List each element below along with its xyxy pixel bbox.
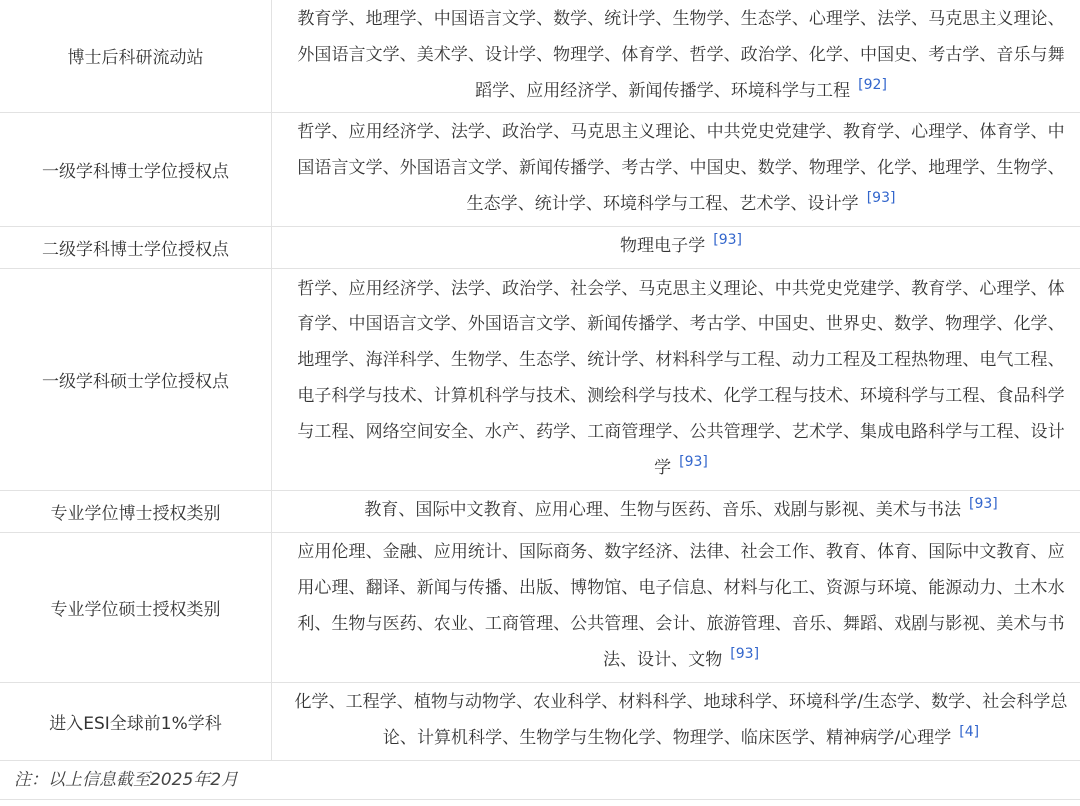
row-value [272, 682, 1080, 760]
table-row [0, 532, 1080, 682]
row-label: 一级学科硕士学位授权点 [0, 268, 272, 490]
row-value [272, 490, 1080, 532]
row-value [272, 226, 1080, 268]
table-row [0, 682, 1080, 760]
table-row [0, 112, 1080, 226]
row-value [272, 532, 1080, 682]
row-value-text: 哲学、应用经济学、法学、政治学、社会学、马克思主义理论、中共党史党建学、教育学、心理学、体育学、中国语言文学、外国语言文学、新闻传播学、考古学、中国史、世界史、数学、物理学、化学、地理学、海洋科学、生物学、生态学、统计学、材料科学与工程、动力工程及工程热物理、电气工程、电子科学与技术、计算机科学与技术、测绘科学与技术、化学工程与技术、环境科学与工程、食品科学与工程、网络空间安全、水产、药学、工商管理学、公共管理学、艺术学、集成电路科学与工程、设计学 [297, 278, 1065, 478]
table-row [0, 490, 1080, 532]
citation-link[interactable]: [93] [969, 496, 998, 513]
row-value-text: 化学、工程学、植物与动物学、农业科学、材料科学、地球科学、环境科学/生态学、数学、社会科学总论、计算机科学、生物学与生物化学、物理学、临床医学、精神病学/心理学 [294, 692, 1068, 748]
row-value-text: 教育学、地理学、中国语言文学、数学、统计学、生物学、生态学、心理学、法学、马克思主义理论、外国语言文学、美术学、设计学、物理学、体育学、哲学、政治学、化学、中国史、考古学、音乐与舞蹈学、应用经济学、新闻传播学、环境科学与工程 [297, 9, 1065, 101]
citation-link[interactable]: [93] [679, 453, 708, 470]
citation-link[interactable]: [93] [730, 646, 760, 663]
row-value [272, 112, 1080, 226]
row-value [272, 268, 1080, 490]
table-row [0, 268, 1080, 490]
row-label: 一级学科博士学位授权点 [0, 112, 272, 226]
table-row [0, 0, 1080, 112]
citation-link[interactable]: [93] [866, 190, 896, 207]
citation-link[interactable]: [93] [713, 232, 742, 249]
citation-link[interactable]: [92] [858, 76, 887, 93]
row-value-text: 物理电子学 [620, 236, 706, 257]
row-label: 进入ESI全球前1%学科 [0, 682, 272, 760]
row-value [272, 0, 1080, 112]
row-label: 博士后科研流动站 [0, 0, 272, 112]
row-value-text: 应用伦理、金融、应用统计、国际商务、数字经济、法律、社会工作、教育、体育、国际中文教育、应用心理、翻译、新闻与传播、出版、博物馆、电子信息、材料与化工、资源与环境、能源动力、土木水利、生物与医药、农业、工商管理、公共管理、会计、旅游管理、音乐、舞蹈、戏剧与影视、美术与书法、设计、文物 [297, 542, 1065, 670]
row-value-text: 哲学、应用经济学、法学、政治学、马克思主义理论、中共党史党建学、教育学、心理学、体育学、中国语言文学、外国语言文学、新闻传播学、考古学、中国史、数学、物理学、化学、地理学、生物学、生态学、统计学、环境科学与工程、艺术学、设计学 [297, 122, 1065, 214]
row-label: 专业学位博士授权类别 [0, 490, 272, 532]
row-label: 专业学位硕士授权类别 [0, 532, 272, 682]
citation-link[interactable]: [4] [959, 724, 980, 741]
footnote: 注：以上信息截至2025年2月 [0, 761, 1080, 800]
row-value-text: 教育、国际中文教育、应用心理、生物与医药、音乐、戏剧与影视、美术与书法 [364, 500, 961, 521]
table-row [0, 226, 1080, 268]
row-label: 二级学科博士学位授权点 [0, 226, 272, 268]
